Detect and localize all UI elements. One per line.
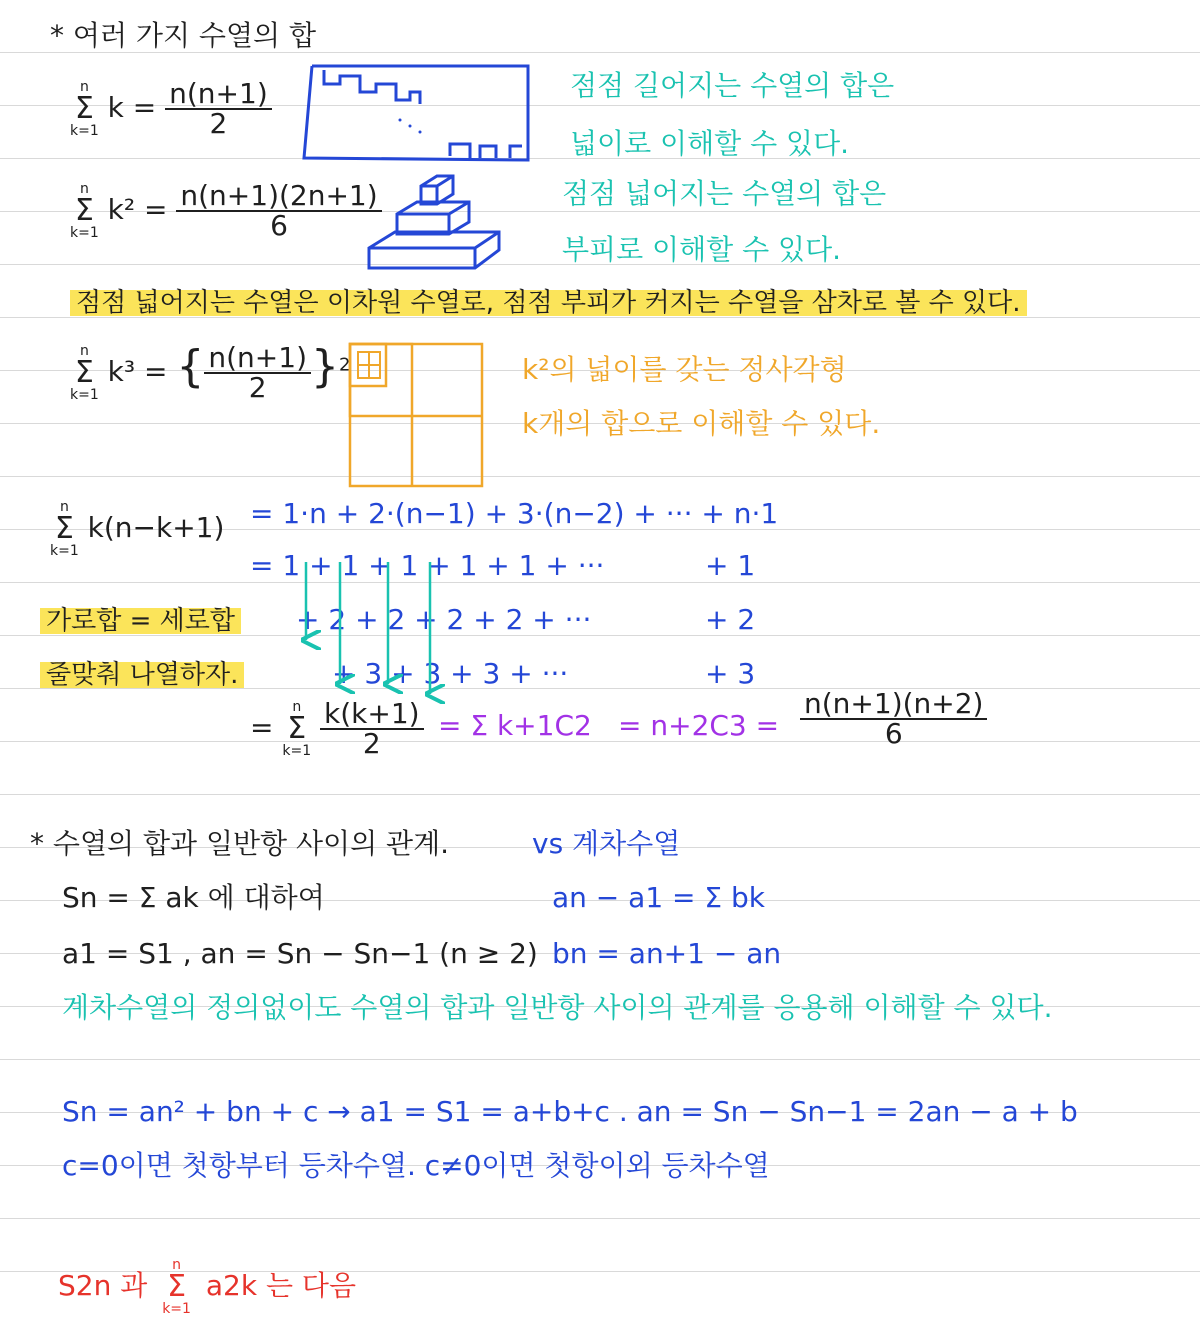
staircase-area-diagram xyxy=(300,62,530,162)
section2-vs: vs 계차수열 xyxy=(532,827,681,860)
formula-sum-k xyxy=(70,77,272,140)
result-line: = n Σ k=1 $\frac{k(k+1)}{2}$ xyxy=(250,700,424,758)
formula-sum-k-squared xyxy=(70,179,382,242)
fraction-denominator: 2 xyxy=(248,371,267,404)
note1-line1: 점점 길어지는 수열의 합은 xyxy=(570,69,895,102)
fraction-denominator: 6 xyxy=(270,209,288,242)
sigma-top: n xyxy=(172,1257,182,1273)
teal-insight: 계차수열의 정의없이도 수열의 합과 일반항 사이의 관계를 응용해 이해할 수 있다. xyxy=(62,991,1053,1024)
highlight-align-rows: 줄맞춰 나열하자. xyxy=(40,662,244,688)
quadratic-sn-line: Sn = an² + bn + c → a1 = S1 = a+b+c . an = Sn − Sn−1 = 2an − a + b xyxy=(62,1095,1078,1128)
section1-title: * 여러 가지 수열의 합 xyxy=(50,19,316,52)
quadratic-conclusion: c=0이면 첫항부터 등차수열. c≠0이면 첫항이외 등차수열 xyxy=(62,1149,770,1182)
expansion-line2: = 1 + 1 + 1 + 1 + 1 + ··· xyxy=(250,549,605,582)
note3-line1: k²의 넓이를 갖는 정사각형 xyxy=(522,353,847,386)
expansion-line4: + 3 + 3 + 3 + ··· xyxy=(332,657,569,690)
a1-relation: a1 = S1 , an = Sn − Sn−1 (n ≥ 2) xyxy=(62,937,538,970)
result-combination-sum: = Σ k+1C2 xyxy=(438,709,592,742)
red-prompt-pre: S2n 과 xyxy=(58,1269,148,1302)
note1-line2: 넓이로 이해할 수 있다. xyxy=(570,127,850,160)
sigma-top: n xyxy=(79,343,89,359)
column-arrows-diagram xyxy=(296,560,446,700)
fraction-denominator: 2 xyxy=(362,727,381,760)
fraction-numerator: n(n+1) xyxy=(165,80,272,110)
expansion-line3: + 2 + 2 + 2 + 2 + ··· xyxy=(296,603,592,636)
sigma-bottom: k=1 xyxy=(70,387,99,403)
expansion-line4-end: + 3 xyxy=(705,657,756,690)
sigma-bottom: k=1 xyxy=(50,543,79,559)
formula-term: k² = xyxy=(107,193,168,226)
sigma-top: n xyxy=(59,499,69,515)
formula-term: k³ = xyxy=(107,355,168,388)
fraction-numerator: n(n+1)(2n+1) xyxy=(176,182,381,212)
sigma-icon: Σ xyxy=(167,1269,187,1304)
sigma-top: n xyxy=(79,79,89,95)
fraction-denominator: 6 xyxy=(884,717,903,750)
note3-line2: k개의 합으로 이해할 수 있다. xyxy=(522,407,881,440)
exponent: 2 xyxy=(339,354,351,376)
result-combination: = n+2C3 = xyxy=(618,709,780,742)
formula-sum-k-cubed: n Σ k=1 k³ = { $\frac{n(n+1)}{2}$ }$^2$ xyxy=(70,341,351,404)
red-prompt-line xyxy=(58,1258,356,1316)
expansion-line2-end: + 1 xyxy=(705,549,756,582)
sn-definition: Sn = Σ ak 에 대하여 xyxy=(62,881,325,914)
note2-line2: 부피로 이해할 수 있다. xyxy=(562,233,842,266)
sigma-icon: Σ xyxy=(74,193,94,228)
sigma-bottom: k=1 xyxy=(282,743,312,759)
sigma-top: n xyxy=(292,699,302,715)
sigma-icon: Σ xyxy=(287,711,307,746)
red-prompt-post: a2k 는 다음 xyxy=(205,1269,356,1302)
formula-sum-k-n-k-plus-1 xyxy=(50,500,224,558)
formula-term: k(n−k+1) xyxy=(87,511,225,544)
fraction-numerator: n(n+1) xyxy=(204,344,311,374)
sigma-bottom: k=1 xyxy=(70,225,99,241)
sigma-top: n xyxy=(79,181,89,197)
sigma-bottom: k=1 xyxy=(70,123,99,139)
highlight-row-col-sum: 가로합 = 세로합 xyxy=(40,608,241,634)
sigma-icon: Σ xyxy=(74,91,94,126)
fraction-numerator: k(k+1) xyxy=(320,700,424,730)
expansion-line1: = 1·n + 2·(n−1) + 3·(n−2) + ··· + n·1 xyxy=(250,497,779,530)
difference-relation-1: an − a1 = Σ bk xyxy=(552,881,765,914)
sigma-icon: Σ xyxy=(74,355,94,390)
result-final xyxy=(800,687,987,750)
nested-squares-diagram xyxy=(346,340,486,490)
section2-title: * 수열의 합과 일반항 사이의 관계. xyxy=(30,827,450,860)
formula-term: k = xyxy=(107,91,157,124)
fraction-denominator: 2 xyxy=(209,107,228,140)
sigma-icon: Σ xyxy=(54,511,74,546)
note2-line1: 점점 넓어지는 수열의 합은 xyxy=(562,177,887,210)
expansion-line3-end: + 2 xyxy=(705,603,756,636)
pyramid-volume-diagram xyxy=(365,172,505,272)
sigma-bottom: k=1 xyxy=(162,1301,191,1317)
difference-relation-2: bn = an+1 − an xyxy=(552,937,782,970)
fraction-numerator: n(n+1)(n+2) xyxy=(800,690,987,720)
highlight-insight: 점점 넓어지는 수열은 이차원 수열로, 점점 부피가 커지는 수열을 삼차로 볼 수 있다. xyxy=(70,290,1027,316)
